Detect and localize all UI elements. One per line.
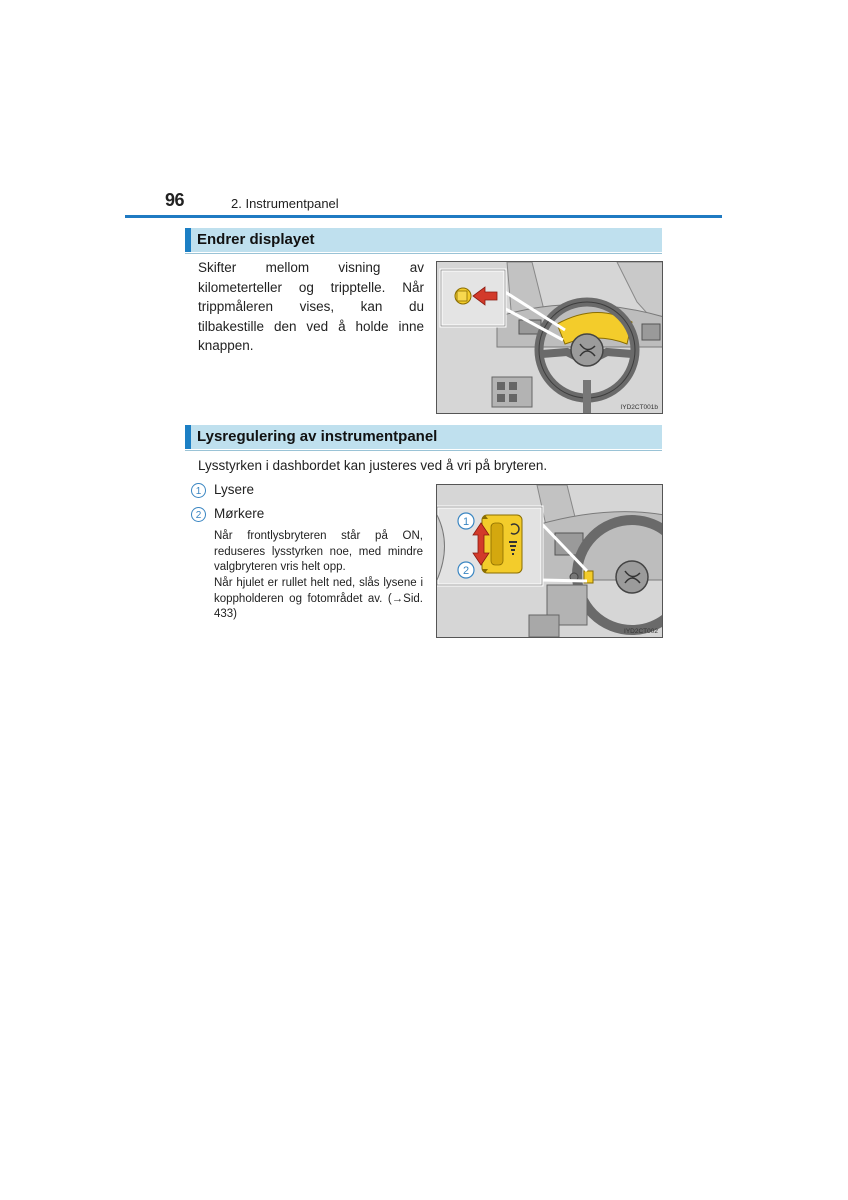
- item-label-lysere: Lysere: [214, 482, 255, 497]
- dimmer-illustration: [437, 485, 663, 638]
- section-heading-text: Lysregulering av instrumentpanel: [197, 428, 438, 445]
- figure-dimmer-switch: [436, 484, 663, 638]
- item-number-2: 2: [191, 507, 206, 522]
- figure-steering-wheel-odometer: [436, 261, 663, 414]
- figure-code: IYD2CT002: [624, 628, 658, 635]
- section-heading-endrer-displayet: [185, 228, 662, 252]
- page-number: 96: [165, 190, 185, 210]
- section-heading-text: Endrer displayet: [197, 231, 315, 248]
- dashboard-illustration: [437, 262, 663, 414]
- note-frontlys: Når frontlysbryteren står på ON, reduseres lysstyrken noe, med mindre valgbryteren vris helt opp.: [214, 530, 423, 573]
- callout-number-2: 2: [462, 565, 470, 577]
- item-number-1: 1: [191, 483, 206, 498]
- section2-intro: Lysstyrken i dashbordet kan justeres ved å vri på bryteren.: [198, 458, 548, 473]
- section-heading-lysregulering: [185, 425, 662, 449]
- chapter-title: 2. Instrumentpanel: [231, 196, 339, 211]
- callout-number-1: 1: [462, 516, 470, 528]
- note-hjul: Når hjulet er rullet helt ned, slås lysene i koppholderen og fotområdet av. (→Sid. 433): [214, 577, 423, 620]
- header-rule: [125, 215, 722, 218]
- figure-code: IYD2CT001b: [620, 404, 658, 411]
- item-label-morkere: Mørkere: [214, 506, 265, 521]
- section1-body: Skifter mellom visning av kilometerteller og tripptelle. Når trippmåleren vises, kan du tilbakestille den ved å holde inne knappen.: [198, 260, 424, 353]
